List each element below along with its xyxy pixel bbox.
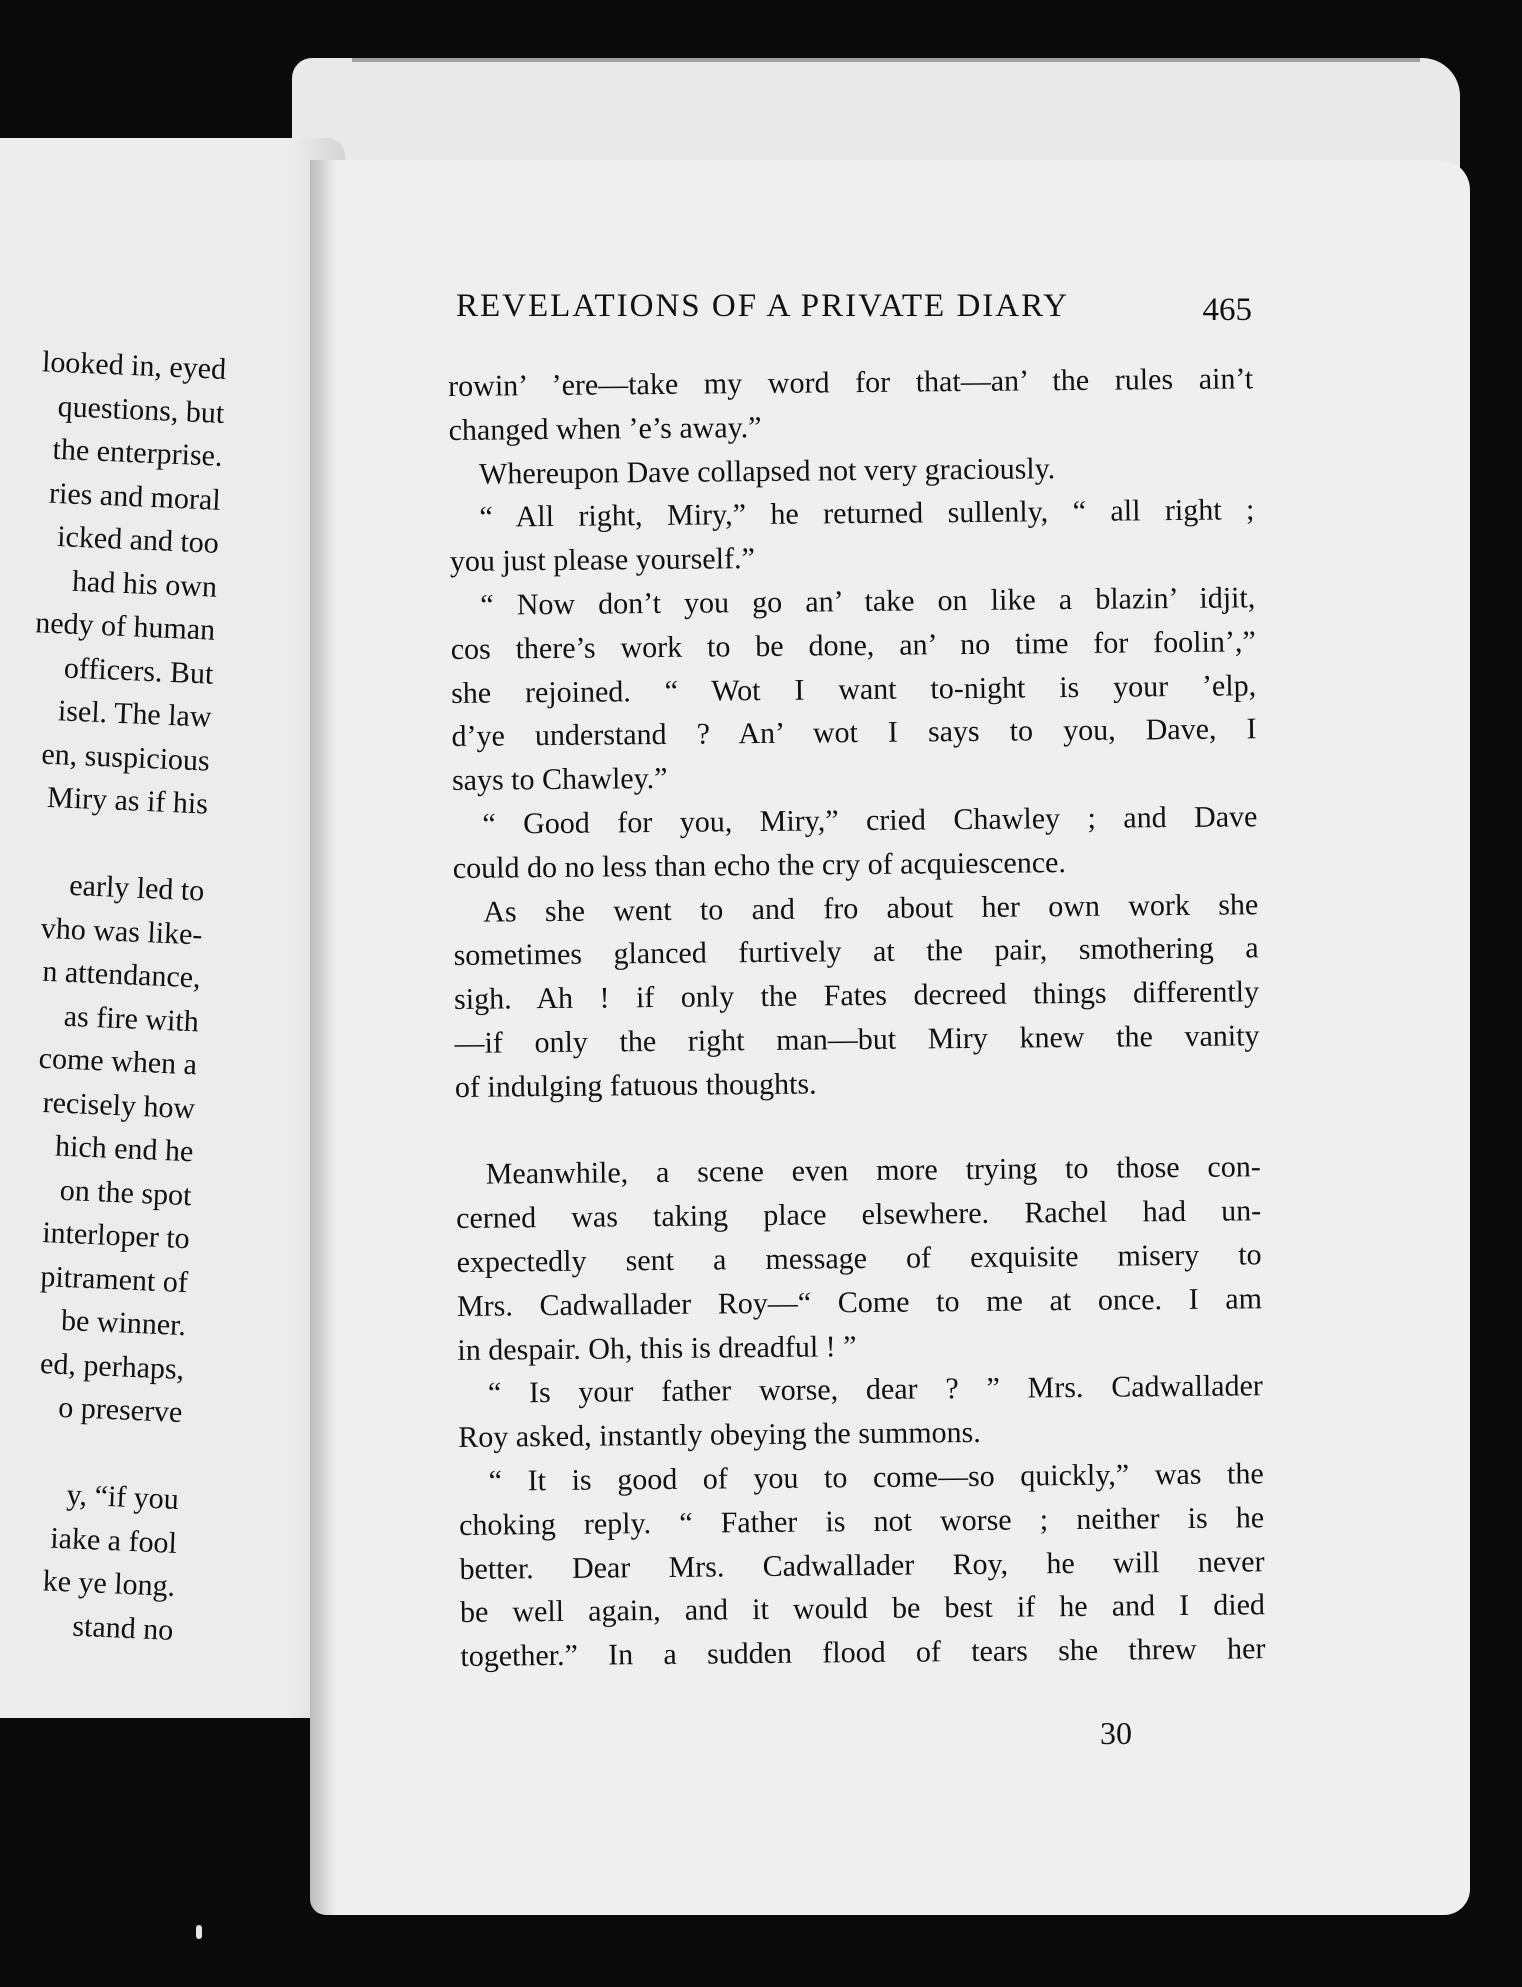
text-line: “ Now don’t you go an’ take on like a blazin’ idjit, xyxy=(480,581,1256,622)
text-line: says to Chawley.” xyxy=(451,762,668,798)
left-page-line: on the spot xyxy=(59,1173,193,1212)
text-line: better. Dear Mrs. Cadwallader Roy, he will never xyxy=(459,1544,1265,1586)
running-head xyxy=(456,288,1256,328)
paragraph-break xyxy=(455,1102,1260,1154)
left-page-line: looked in, eyed xyxy=(41,345,227,386)
left-page-line: officers. But xyxy=(63,650,215,691)
left-page-line: pitrament of xyxy=(39,1259,189,1299)
page-number: 465 xyxy=(1202,292,1252,328)
dust-speck xyxy=(196,1925,202,1939)
left-page-line: questions, but xyxy=(57,389,225,430)
text-line: As she went to and fro about her own work she xyxy=(483,887,1259,929)
text-line: rowin’ ’ere—take my word for that—an’ the rules ain’t xyxy=(448,362,1254,403)
text-line: be well again, and it would be best if he and I died xyxy=(459,1588,1266,1630)
signature-mark: 30 xyxy=(1100,1715,1132,1751)
left-page-line: as fire with xyxy=(63,999,200,1038)
text-line: in despair. Oh, this is dreadful ! ” xyxy=(457,1329,857,1367)
text-line: Mrs. Cadwallader Roy—“ Come to me at once. I am xyxy=(456,1281,1263,1323)
running-head-title: REVELATIONS OF A PRIVATE DIARY xyxy=(456,288,1070,324)
text-line: changed when ’e’s away.” xyxy=(448,410,762,447)
left-page-line: recisely how xyxy=(42,1085,196,1125)
text-line: you just please yourself.” xyxy=(449,542,755,579)
text-line: Roy asked, instantly obeying the summons. xyxy=(458,1416,981,1455)
left-page-line: icked and too xyxy=(56,520,220,560)
right-page xyxy=(310,160,1470,1915)
right-page-gutter-shadow xyxy=(310,160,336,1915)
text-line: of indulging fatuous thoughts. xyxy=(454,1067,817,1104)
left-page-line: ke ye long. xyxy=(42,1564,176,1603)
left-page-line: n attendance, xyxy=(41,954,202,995)
left-page-line: interloper to xyxy=(41,1216,191,1256)
left-page-line: early led to xyxy=(68,868,205,908)
left-page-line: hich end he xyxy=(54,1129,195,1169)
text-line: Meanwhile, a scene even more trying to those con- xyxy=(485,1150,1261,1192)
left-page-line: iake a fool xyxy=(49,1521,178,1560)
left-page-line: Miry as if his xyxy=(46,780,209,821)
left-page-line: the enterprise. xyxy=(51,432,224,473)
left-page-line: had his own xyxy=(71,564,218,604)
left-page-line: be winner. xyxy=(60,1303,187,1343)
body-text xyxy=(448,357,1266,1679)
text-line: choking reply. “ Father is not worse ; neither is he xyxy=(458,1500,1265,1542)
left-page-line: ed, perhaps, xyxy=(39,1346,185,1386)
left-page-line: isel. The law xyxy=(57,694,213,734)
text-line: “ All right, Miry,” he returned sullenly, “ all right ; xyxy=(479,493,1255,535)
text-line: cerned was taking place elsewhere. Rachel had un- xyxy=(456,1194,1262,1236)
text-line: “ It is good of you to come—so quickly,” was the xyxy=(488,1457,1264,1498)
text-line: could do no less than echo the cry of acquiescence. xyxy=(452,845,1067,885)
text-line: sometimes glanced furtively at the pair, smothering a xyxy=(453,931,1259,973)
left-page-line: stand no xyxy=(71,1609,174,1647)
left-page-line: nedy of human xyxy=(34,606,216,647)
left-page-line: come when a xyxy=(38,1041,198,1082)
left-page-line: o preserve xyxy=(57,1390,184,1430)
left-page-line: vho was like- xyxy=(40,911,204,951)
left-page-text xyxy=(0,331,227,1652)
text-line: expectedly sent a message of exquisite misery to xyxy=(456,1238,1262,1279)
text-line: “ Good for you, Miry,” cried Chawley ; and Dave xyxy=(482,800,1258,841)
left-page-line: y, “if you xyxy=(65,1478,180,1516)
text-line: she rejoined. “ Wot I want to-night is your ’elp, xyxy=(450,668,1257,710)
left-page xyxy=(0,138,345,1718)
left-page-line: en, suspicious xyxy=(40,737,211,778)
text-line: —if only the right man—but Miry knew the vanity xyxy=(454,1019,1260,1060)
left-page-line: ries and moral xyxy=(48,476,222,517)
text-line: d’ye understand ? An’ wot I says to you, Dave, I xyxy=(451,712,1257,754)
text-line: together.” In a sudden flood of tears she threw her xyxy=(460,1632,1266,1674)
text-line: cos there’s work to be done, an’ no time for foolin’,” xyxy=(450,625,1256,666)
text-line: “ Is your father worse, dear ? ” Mrs. Cadwallader xyxy=(487,1369,1263,1410)
page-stack-edge xyxy=(292,58,1460,168)
text-line: Whereupon Dave collapsed not very graciously. xyxy=(478,451,1056,491)
text-line: sigh. Ah ! if only the Fates decreed things differently xyxy=(453,975,1260,1017)
